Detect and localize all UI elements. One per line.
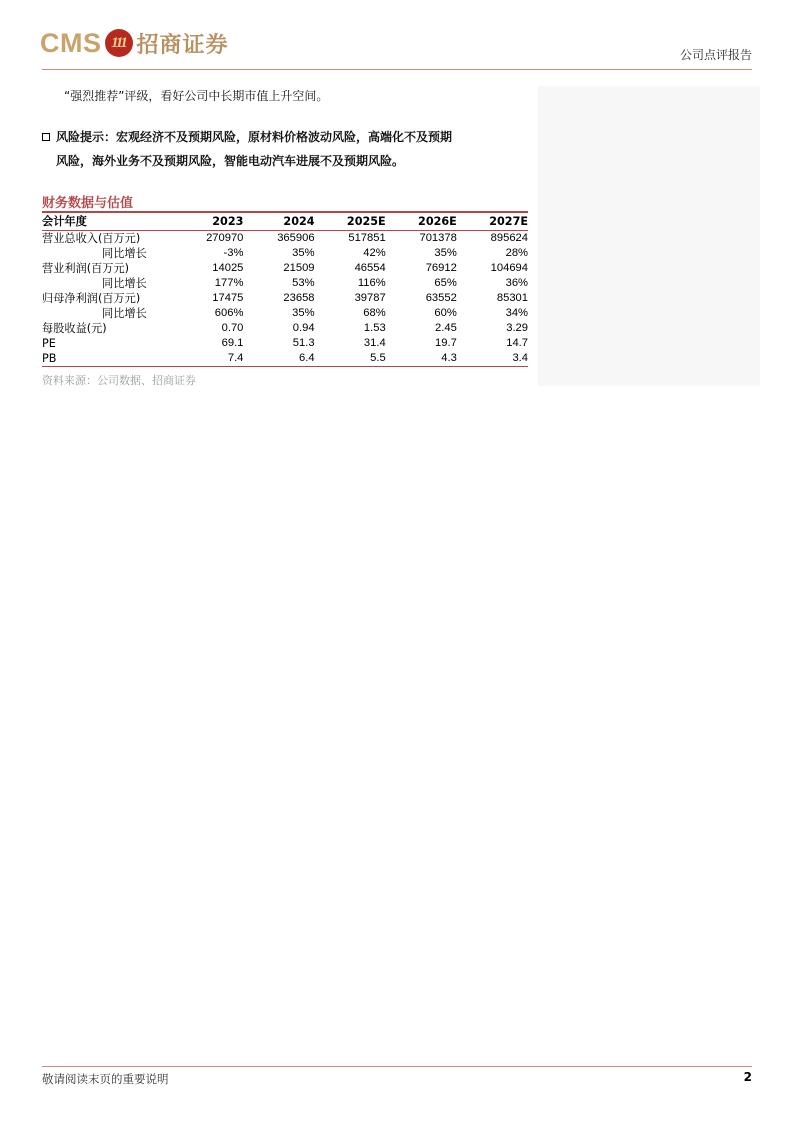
table-cell: 35% [292,307,315,319]
logo-latin-text: CMS [40,27,102,58]
square-bullet-icon [42,133,50,141]
sidebar-panel [538,86,760,386]
table-cell: 1.53 [363,322,386,334]
table-header-row [42,213,528,231]
brand-logo [40,26,229,60]
table-cell: 701378 [419,232,457,244]
table-header-cell: 2026E [386,213,457,231]
table-cell: 177% [214,277,244,289]
table-cell: 65% [434,277,457,289]
table-header-cell: 2024 [243,213,314,231]
table-cell: 3.29 [506,322,528,334]
table-header-cell: 2027E [457,213,528,231]
table-cell: 60% [434,307,457,319]
table-cell: 517851 [348,232,386,244]
footer-disclaimer: 敬请阅读末页的重要说明 [42,1072,169,1086]
table-cell: 5.5 [315,351,386,367]
table-cell: 0.94 [292,322,315,334]
risk-line-2: 风险，海外业务不及预期风险，智能电动汽车进展不及预期风险。 [56,154,405,168]
table-row [42,336,528,351]
row-label: 每股收益(元) [42,322,107,335]
table-cell: 17475 [212,292,244,304]
table-cell: 14.7 [506,337,528,349]
table-cell: 4.3 [386,351,457,367]
row-label: 营业利润(百万元) [42,262,130,275]
table-cell: 46554 [354,262,386,274]
table-cell: 85301 [496,292,528,304]
row-label: 同比增长 [102,307,147,320]
logo-emblem-text: 111 [111,34,126,51]
table-row [42,261,528,276]
table-cell: 116% [357,277,386,289]
row-label: PE [42,337,56,350]
table-title: 财务数据与估值 [42,196,134,211]
report-type-label: 公司点评报告 [679,48,752,62]
table-row [42,306,528,321]
table-header-cell: 2023 [172,213,243,231]
table-source-note: 资料来源：公司数据、招商证券 [42,374,196,387]
logo-emblem [105,29,133,57]
table-row [42,276,528,291]
table-cell: 7.4 [172,351,243,367]
financial-table [42,211,528,367]
table-cell: 53% [292,277,315,289]
table-cell: 0.70 [221,322,244,334]
table-cell: 19.7 [435,337,457,349]
table-cell: 270970 [206,232,244,244]
table-cell: 35% [292,247,315,259]
risk-line-1: 风险提示：宏观经济不及预期风险，原材料价格波动风险，高端化不及预期 [56,130,453,144]
risk-paragraph [42,125,542,173]
table-cell: 34% [505,307,528,319]
table-cell: 69.1 [221,337,244,349]
table-cell: 606% [214,307,244,319]
table-cell: 3.4 [457,351,528,367]
table-cell: 39787 [354,292,386,304]
table-cell: 28% [505,247,528,259]
table-cell: 36% [505,277,528,289]
table-cell: 35% [434,247,457,259]
footer-divider [42,1066,752,1067]
table-cell: 63552 [425,292,457,304]
table-cell: 31.4 [363,337,386,349]
table-cell: 51.3 [292,337,315,349]
table-cell: 14025 [212,262,244,274]
rating-paragraph: “强烈推荐”评级，看好公司中长期市值上升空间。 [64,89,329,103]
header-divider [42,69,752,70]
table-cell: 23658 [283,292,315,304]
row-label: 同比增长 [102,247,147,260]
table-row [42,351,528,367]
table-cell: 42% [363,247,386,259]
logo-chinese-text: 招商证券 [136,31,229,58]
table-cell: 2.45 [435,322,457,334]
table-header-cell: 会计年度 [42,213,172,231]
table-row [42,291,528,306]
table-row [42,321,528,336]
row-label: 营业总收入(百万元) [42,232,141,245]
row-label: 同比增长 [102,277,147,290]
table-row [42,246,528,261]
row-label: PB [42,351,172,367]
table-cell: 21509 [283,262,315,274]
table-cell: 365906 [277,232,315,244]
table-cell: 68% [363,307,386,319]
table-row [42,231,528,247]
table-header-cell: 2025E [315,213,386,231]
table-cell: 895624 [490,232,528,244]
row-label: 归母净利润(百万元) [42,292,141,305]
table-cell: 76912 [425,262,457,274]
table-cell: -3% [223,247,244,259]
table-cell: 6.4 [243,351,314,367]
page-number: 2 [743,1070,752,1084]
table-cell: 104694 [490,262,528,274]
